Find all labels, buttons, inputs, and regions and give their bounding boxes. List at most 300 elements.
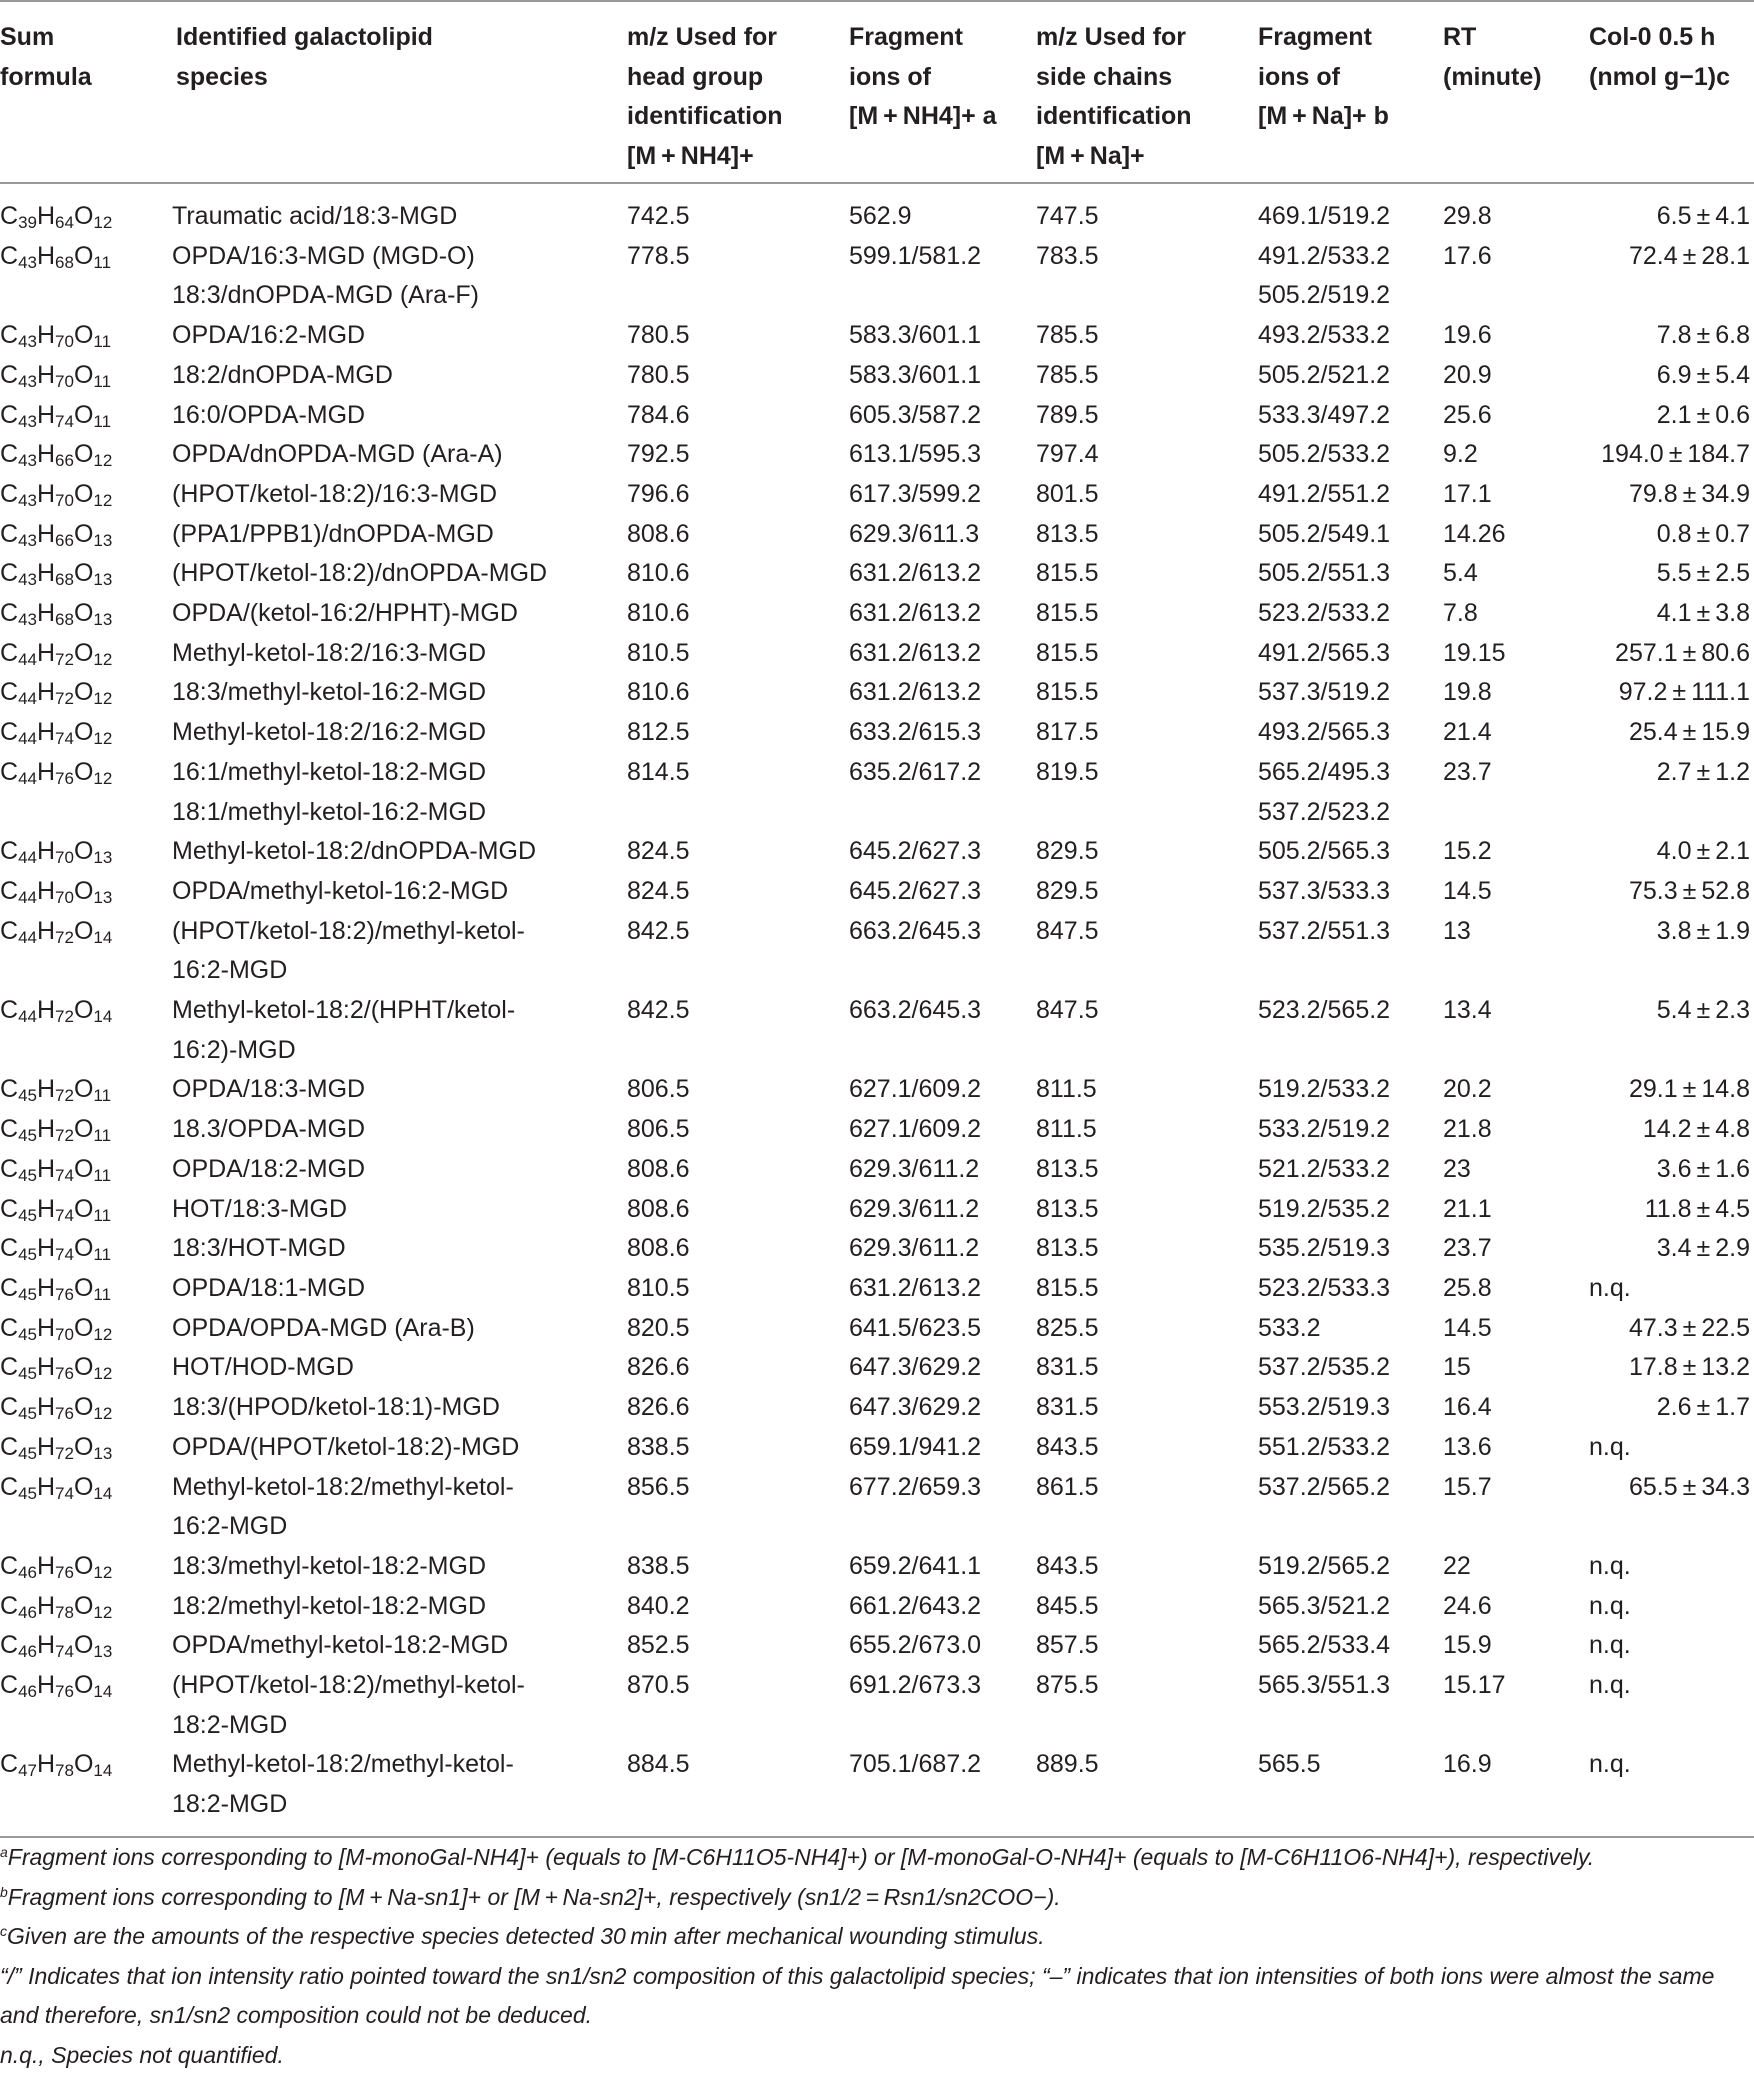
formula-element: C bbox=[0, 321, 19, 350]
table-row bbox=[0, 554, 1754, 594]
cell-mz-side: 813.5 bbox=[1036, 1234, 1099, 1263]
species-line: 16:0/OPDA-MGD bbox=[172, 400, 366, 429]
cell-species bbox=[168, 1348, 619, 1388]
formula-element: O bbox=[73, 479, 94, 508]
formula-count: 72 bbox=[55, 1007, 74, 1027]
cell-fragment-na bbox=[1250, 475, 1435, 515]
formula-element: C bbox=[0, 718, 19, 747]
cell-mz-head: 870.5 bbox=[627, 1671, 690, 1700]
cell-mz-side: 815.5 bbox=[1036, 638, 1099, 667]
cell-species bbox=[168, 237, 619, 316]
cell-species bbox=[168, 1070, 619, 1110]
formula-count: 11 bbox=[93, 1284, 112, 1304]
cell-fragment-na bbox=[1250, 515, 1435, 555]
formula-element: H bbox=[36, 1551, 56, 1580]
cell-mz-head: 810.6 bbox=[627, 559, 690, 588]
cell-mz-head: 780.5 bbox=[627, 321, 690, 350]
cell-species bbox=[168, 554, 619, 594]
table-row bbox=[0, 356, 1754, 396]
formula-count: 45 bbox=[18, 1324, 37, 1344]
cell-amount: 5.4 ± 2.3 bbox=[1656, 996, 1750, 1025]
cell-fragment-na bbox=[1250, 991, 1435, 1070]
cell-mz-side: 829.5 bbox=[1036, 837, 1099, 866]
cell-mz-side: 831.5 bbox=[1036, 1353, 1099, 1382]
formula-count: 11 bbox=[93, 1205, 112, 1225]
formula-element: H bbox=[36, 1273, 56, 1302]
formula-element: C bbox=[0, 1353, 19, 1382]
formula-count: 43 bbox=[18, 332, 37, 352]
formula-count: 12 bbox=[93, 768, 113, 788]
cell-amount: 194.0 ± 184.7 bbox=[1601, 440, 1750, 469]
formula-count: 74 bbox=[55, 1245, 74, 1265]
cell-mz-side: 825.5 bbox=[1036, 1313, 1099, 1342]
cell-amount: 3.4 ± 2.9 bbox=[1656, 1234, 1750, 1263]
cell-formula bbox=[0, 515, 168, 555]
header-line: side chains bbox=[1036, 62, 1173, 91]
cell-mz-head: 884.5 bbox=[619, 1745, 841, 1836]
header-rt bbox=[1435, 1, 1581, 183]
footnotes bbox=[0, 1838, 1754, 2076]
cell-rt: 20.2 bbox=[1443, 1075, 1492, 1104]
species-line: 18:3/HOT-MGD bbox=[172, 1234, 346, 1263]
cell-rt: 25.6 bbox=[1443, 400, 1492, 429]
cell-rt: 22 bbox=[1443, 1551, 1471, 1580]
formula-count: 45 bbox=[18, 1364, 37, 1384]
formula-count: 43 bbox=[18, 411, 37, 431]
cell-mz-head: 810.5 bbox=[627, 638, 690, 667]
table-row bbox=[0, 1587, 1754, 1627]
cell-amount: 7.8 ± 6.8 bbox=[1656, 321, 1750, 350]
cell-formula bbox=[0, 475, 168, 515]
cell-amount: 4.1 ± 3.8 bbox=[1656, 599, 1750, 628]
formula-element: H bbox=[36, 1472, 56, 1501]
formula-count: 44 bbox=[18, 689, 37, 709]
header-fragment-nh4 bbox=[841, 1, 1028, 183]
formula-count: 11 bbox=[93, 1165, 112, 1185]
formula-element: O bbox=[73, 1750, 94, 1779]
cell-rt: 19.8 bbox=[1443, 678, 1492, 707]
formula-element: C bbox=[0, 599, 19, 628]
fragment-na-line: 565.5 bbox=[1258, 1750, 1321, 1779]
fragment-na-line: 537.3/533.3 bbox=[1258, 876, 1391, 905]
formula-count: 12 bbox=[93, 1364, 113, 1384]
formula-count: 14 bbox=[93, 1483, 113, 1503]
cell-formula bbox=[0, 1428, 168, 1468]
cell-fragment-nh4: 605.3/587.2 bbox=[849, 400, 982, 429]
cell-formula bbox=[0, 554, 168, 594]
species-line: Methyl-ketol-18:2/methyl-ketol- bbox=[172, 1472, 514, 1501]
formula-count: 78 bbox=[55, 1602, 74, 1622]
formula-count: 78 bbox=[55, 1761, 74, 1781]
formula-element: C bbox=[0, 360, 19, 389]
species-line: 18:2/methyl-ketol-18:2-MGD bbox=[172, 1591, 487, 1620]
cell-species bbox=[168, 1269, 619, 1309]
cell-amount: 29.1 ± 14.8 bbox=[1628, 1075, 1750, 1104]
table-row bbox=[0, 673, 1754, 713]
formula-count: 13 bbox=[93, 610, 113, 630]
cell-formula bbox=[0, 1229, 168, 1269]
formula-element: C bbox=[0, 876, 19, 905]
cell-mz-head: 826.6 bbox=[627, 1353, 690, 1382]
header-line: RT bbox=[1443, 23, 1477, 51]
cell-fragment-nh4: 645.2/627.3 bbox=[849, 876, 982, 905]
species-line: (HPOT/ketol-18:2)/16:3-MGD bbox=[172, 479, 498, 508]
fragment-na-line: 533.3/497.2 bbox=[1258, 400, 1391, 429]
formula-element: H bbox=[36, 718, 56, 747]
cell-mz-side: 843.5 bbox=[1036, 1551, 1099, 1580]
formula-count: 76 bbox=[55, 1364, 74, 1384]
fragment-na-line: 523.2/533.3 bbox=[1258, 1273, 1391, 1302]
cell-amount: n.q. bbox=[1589, 1591, 1631, 1620]
formula-element: O bbox=[73, 1432, 94, 1461]
formula-count: 74 bbox=[55, 411, 74, 431]
formula-element: O bbox=[73, 916, 94, 945]
formula-element: C bbox=[0, 678, 19, 707]
cell-fragment-nh4: 599.1/581.2 bbox=[849, 241, 982, 270]
cell-mz-side: 861.5 bbox=[1036, 1472, 1099, 1501]
header-sum-formula bbox=[0, 1, 168, 183]
table-row bbox=[0, 1666, 1754, 1745]
formula-count: 43 bbox=[18, 570, 37, 590]
species-line: OPDA/16:2-MGD bbox=[172, 321, 366, 350]
cell-fragment-nh4: 647.3/629.2 bbox=[849, 1353, 982, 1382]
formula-element: C bbox=[0, 916, 19, 945]
species-line: 16:2)-MGD bbox=[172, 1035, 296, 1064]
formula-element: H bbox=[36, 202, 56, 230]
cell-fragment-na bbox=[1250, 356, 1435, 396]
formula-count: 70 bbox=[55, 490, 74, 510]
cell-mz-head: 796.6 bbox=[627, 479, 690, 508]
cell-amount: 4.0 ± 2.1 bbox=[1656, 837, 1750, 866]
cell-fragment-nh4: 663.2/645.3 bbox=[849, 996, 982, 1025]
cell-mz-head: 838.5 bbox=[627, 1432, 690, 1461]
formula-element: O bbox=[73, 360, 94, 389]
formula-element: H bbox=[36, 360, 56, 389]
cell-rt: 7.8 bbox=[1443, 599, 1478, 628]
cell-fragment-nh4: 613.1/595.3 bbox=[849, 440, 982, 469]
formula-count: 14 bbox=[93, 1682, 113, 1702]
cell-formula bbox=[0, 594, 168, 634]
formula-count: 64 bbox=[55, 213, 74, 232]
formula-count: 76 bbox=[55, 1562, 74, 1582]
formula-count: 44 bbox=[18, 768, 37, 788]
cell-fragment-na bbox=[1250, 634, 1435, 674]
formula-count: 45 bbox=[18, 1086, 37, 1106]
cell-amount: 6.9 ± 5.4 bbox=[1656, 360, 1750, 389]
formula-element: C bbox=[0, 638, 19, 667]
formula-element: O bbox=[73, 519, 94, 548]
header-line: [M + NH4]+ bbox=[627, 141, 754, 170]
table-row bbox=[0, 1547, 1754, 1587]
fragment-na-line: 505.2/551.3 bbox=[1258, 559, 1391, 588]
formula-element: H bbox=[36, 638, 56, 667]
formula-count: 45 bbox=[18, 1245, 37, 1265]
cell-amount: 3.8 ± 1.9 bbox=[1656, 916, 1750, 945]
species-line: OPDA/(HPOT/ketol-18:2)-MGD bbox=[172, 1432, 520, 1461]
formula-element: O bbox=[73, 1551, 94, 1580]
species-line: OPDA/16:3-MGD (MGD-O) bbox=[172, 241, 475, 270]
formula-element: O bbox=[73, 1393, 94, 1422]
formula-element: C bbox=[0, 519, 19, 548]
formula-element: C bbox=[0, 1671, 19, 1700]
formula-element: C bbox=[0, 1551, 19, 1580]
fragment-na-line: 537.3/519.2 bbox=[1258, 678, 1391, 707]
table-row bbox=[0, 832, 1754, 872]
formula-count: 12 bbox=[93, 1562, 113, 1582]
cell-rt: 14.5 bbox=[1443, 876, 1492, 905]
header-line: (nmol g−1)c bbox=[1589, 62, 1730, 91]
formula-element: O bbox=[73, 1671, 94, 1700]
cell-mz-head: 806.5 bbox=[627, 1115, 690, 1144]
formula-element: O bbox=[73, 202, 94, 230]
species-line: Methyl-ketol-18:2/(HPHT/ketol- bbox=[172, 996, 516, 1025]
cell-rt: 17.1 bbox=[1443, 479, 1492, 508]
formula-count: 66 bbox=[55, 530, 74, 550]
formula-element: H bbox=[36, 1234, 56, 1263]
cell-formula bbox=[0, 1587, 168, 1627]
cell-fragment-na bbox=[1250, 1309, 1435, 1349]
cell-rt: 21.1 bbox=[1443, 1194, 1492, 1223]
fragment-na-line: 505.2/521.2 bbox=[1258, 360, 1391, 389]
formula-count: 44 bbox=[18, 649, 37, 669]
formula-element: O bbox=[73, 837, 94, 866]
cell-species bbox=[168, 1229, 619, 1269]
formula-element: H bbox=[36, 241, 56, 270]
cell-fragment-na bbox=[1250, 673, 1435, 713]
formula-count: 76 bbox=[55, 768, 74, 788]
cell-fragment-na bbox=[1250, 1348, 1435, 1388]
cell-rt: 15.2 bbox=[1443, 837, 1492, 866]
cell-fragment-na bbox=[1250, 1190, 1435, 1230]
cell-rt: 14.5 bbox=[1443, 1313, 1492, 1342]
formula-element: C bbox=[0, 440, 19, 469]
cell-fragment-nh4: 583.3/601.1 bbox=[849, 321, 982, 350]
formula-element: C bbox=[0, 400, 19, 429]
formula-count: 72 bbox=[55, 927, 74, 947]
header-line: species bbox=[176, 62, 268, 91]
species-line: 18.3/OPDA-MGD bbox=[172, 1115, 366, 1144]
table-row bbox=[0, 634, 1754, 674]
cell-species bbox=[168, 713, 619, 753]
fragment-na-line: 505.2/565.3 bbox=[1258, 837, 1391, 866]
formula-count: 46 bbox=[18, 1682, 37, 1702]
formula-element: C bbox=[0, 1313, 19, 1342]
cell-formula bbox=[0, 1745, 168, 1836]
cell-mz-head: 852.5 bbox=[627, 1631, 690, 1660]
species-line: (HPOT/ketol-18:2)/dnOPDA-MGD bbox=[172, 559, 548, 588]
cell-species bbox=[168, 1587, 619, 1627]
cell-mz-side: 815.5 bbox=[1036, 559, 1099, 588]
cell-fragment-nh4: 631.2/613.2 bbox=[849, 638, 982, 667]
cell-mz-side: 813.5 bbox=[1036, 1194, 1099, 1223]
fragment-na-line: 553.2/519.3 bbox=[1258, 1393, 1391, 1422]
cell-amount: 97.2 ± 111.1 bbox=[1618, 678, 1750, 707]
cell-mz-side: 813.5 bbox=[1036, 1154, 1099, 1183]
table-row bbox=[0, 475, 1754, 515]
table-header bbox=[0, 1, 1754, 183]
formula-element: C bbox=[0, 1273, 19, 1302]
cell-species bbox=[168, 1150, 619, 1190]
cell-mz-head: 778.5 bbox=[627, 241, 690, 270]
species-line: HOT/HOD-MGD bbox=[172, 1353, 354, 1382]
cell-fragment-nh4: 635.2/617.2 bbox=[849, 757, 982, 786]
cell-fragment-na bbox=[1250, 1070, 1435, 1110]
cell-rt: 14.26 bbox=[1443, 519, 1506, 548]
formula-element: O bbox=[73, 1631, 94, 1660]
formula-element: O bbox=[73, 996, 94, 1025]
species-line: 18:1/methyl-ketol-16:2-MGD bbox=[172, 797, 487, 826]
table-row bbox=[0, 1150, 1754, 1190]
formula-element: O bbox=[73, 1154, 94, 1183]
formula-element: C bbox=[0, 1631, 19, 1660]
species-line: OPDA/dnOPDA-MGD (Ara-A) bbox=[172, 440, 503, 469]
table-row bbox=[0, 316, 1754, 356]
species-line: 18:2-MGD bbox=[172, 1790, 288, 1819]
fragment-na-line: 535.2/519.3 bbox=[1258, 1234, 1391, 1263]
formula-element: O bbox=[73, 1313, 94, 1342]
cell-mz-head: 842.5 bbox=[627, 916, 690, 945]
species-line: Methyl-ketol-18:2/dnOPDA-MGD bbox=[172, 837, 537, 866]
formula-element: H bbox=[36, 1154, 56, 1183]
formula-count: 45 bbox=[18, 1165, 37, 1185]
cell-fragment-nh4: 629.3/611.2 bbox=[849, 1234, 980, 1263]
cell-rt: 19.6 bbox=[1443, 321, 1492, 350]
formula-count: 43 bbox=[18, 451, 37, 471]
formula-element: C bbox=[0, 1234, 19, 1263]
table-row bbox=[0, 912, 1754, 991]
formula-count: 13 bbox=[93, 848, 113, 868]
cell-mz-side: 847.5 bbox=[1036, 916, 1099, 945]
cell-amount: n.q. bbox=[1589, 1631, 1631, 1660]
formula-element: O bbox=[73, 1115, 94, 1144]
cell-mz-head: 742.5 bbox=[627, 202, 690, 230]
cell-fragment-nh4: 583.3/601.1 bbox=[849, 360, 982, 389]
fragment-na-line: 521.2/533.2 bbox=[1258, 1154, 1391, 1183]
cell-formula bbox=[0, 991, 168, 1070]
cell-formula bbox=[0, 1070, 168, 1110]
formula-count: 70 bbox=[55, 371, 74, 391]
cell-mz-head: 812.5 bbox=[627, 718, 690, 747]
formula-element: C bbox=[0, 1750, 19, 1779]
cell-fragment-nh4: 663.2/645.3 bbox=[849, 916, 982, 945]
cell-rt: 23 bbox=[1443, 1154, 1471, 1183]
formula-element: H bbox=[36, 400, 56, 429]
cell-rt: 5.4 bbox=[1443, 559, 1478, 588]
formula-count: 72 bbox=[55, 649, 74, 669]
cell-mz-head: 824.5 bbox=[627, 876, 690, 905]
cell-fragment-nh4: 633.2/615.3 bbox=[849, 718, 982, 747]
table-row bbox=[0, 1229, 1754, 1269]
cell-formula bbox=[0, 832, 168, 872]
cell-species bbox=[168, 594, 619, 634]
formula-element: O bbox=[73, 321, 94, 350]
cell-formula bbox=[0, 1150, 168, 1190]
table-body bbox=[0, 183, 1754, 1837]
cell-amount: n.q. bbox=[1589, 1551, 1631, 1580]
cell-mz-head: 820.5 bbox=[627, 1313, 690, 1342]
cell-rt: 13.4 bbox=[1443, 996, 1492, 1025]
footnote-c-text: Given are the amounts of the respective species detected 30 min after mechanical wounding stimulus. bbox=[7, 1923, 1045, 1950]
cell-fragment-na bbox=[1250, 594, 1435, 634]
formula-element: O bbox=[73, 1472, 94, 1501]
cell-fragment-nh4: 691.2/673.3 bbox=[849, 1671, 982, 1700]
formula-count: 72 bbox=[55, 1443, 74, 1463]
cell-fragment-nh4: 631.2/613.2 bbox=[849, 678, 982, 707]
fragment-na-line: 565.3/551.3 bbox=[1258, 1671, 1391, 1700]
formula-element: H bbox=[36, 996, 56, 1025]
cell-fragment-nh4: 629.3/611.2 bbox=[849, 1194, 980, 1223]
formula-count: 45 bbox=[18, 1284, 37, 1304]
fragment-na-line: 537.2/551.3 bbox=[1258, 916, 1391, 945]
fragment-na-line: 537.2/565.2 bbox=[1258, 1472, 1391, 1501]
footnote-nq: n.q., Species not quantified. bbox=[0, 2041, 284, 2068]
header-line: ions of bbox=[1258, 62, 1340, 91]
formula-count: 72 bbox=[55, 689, 74, 709]
formula-element: H bbox=[36, 519, 56, 548]
cell-formula bbox=[0, 753, 168, 832]
cell-amount: 17.8 ± 13.2 bbox=[1628, 1353, 1750, 1382]
cell-formula bbox=[0, 912, 168, 991]
cell-rt: 15.9 bbox=[1443, 1631, 1492, 1660]
fragment-na-line: 469.1/519.2 bbox=[1258, 202, 1391, 230]
cell-mz-side: 843.5 bbox=[1036, 1432, 1099, 1461]
footnote-b: $^b$Fragment ions corresponding to [M + Na-sn1]+ or [M + Na-sn2]+, respectively (sn1/2 = Rsn1/sn2COO−). bbox=[0, 1883, 1061, 1910]
cell-mz-side: 815.5 bbox=[1036, 599, 1099, 628]
cell-species bbox=[168, 832, 619, 872]
formula-element: H bbox=[36, 599, 56, 628]
cell-species bbox=[168, 912, 619, 991]
species-line: OPDA/(ketol-16:2/HPHT)-MGD bbox=[172, 599, 518, 628]
cell-formula bbox=[0, 316, 168, 356]
header-line: (minute) bbox=[1443, 62, 1542, 91]
cell-formula bbox=[0, 183, 168, 237]
cell-rt: 13.6 bbox=[1443, 1432, 1492, 1461]
cell-fragment-nh4: 677.2/659.3 bbox=[849, 1472, 982, 1501]
table-row bbox=[0, 396, 1754, 436]
cell-rt: 24.6 bbox=[1443, 1591, 1492, 1620]
formula-count: 68 bbox=[55, 610, 74, 630]
table-row bbox=[0, 1468, 1754, 1547]
table-row bbox=[0, 753, 1754, 832]
cell-species bbox=[168, 1626, 619, 1666]
table-row bbox=[0, 1428, 1754, 1468]
formula-element: H bbox=[36, 440, 56, 469]
formula-count: 70 bbox=[55, 332, 74, 352]
fragment-na-line: 505.2/533.2 bbox=[1258, 440, 1391, 469]
formula-element: H bbox=[36, 678, 56, 707]
formula-count: 43 bbox=[18, 371, 37, 391]
cell-mz-side: 747.5 bbox=[1036, 202, 1099, 230]
cell-fragment-nh4: 629.3/611.3 bbox=[849, 519, 980, 548]
formula-count: 11 bbox=[93, 1126, 112, 1146]
formula-count: 45 bbox=[18, 1404, 37, 1424]
cell-mz-head: 784.6 bbox=[627, 400, 690, 429]
cell-amount: 65.5 ± 34.3 bbox=[1628, 1472, 1750, 1501]
formula-count: 13 bbox=[93, 1443, 113, 1463]
cell-formula bbox=[0, 356, 168, 396]
cell-fragment-na bbox=[1250, 1626, 1435, 1666]
species-line: Methyl-ketol-18:2/16:2-MGD bbox=[172, 718, 487, 747]
cell-mz-side: 817.5 bbox=[1036, 718, 1099, 747]
cell-species bbox=[168, 396, 619, 436]
formula-count: 14 bbox=[93, 1007, 113, 1027]
cell-fragment-na bbox=[1250, 1150, 1435, 1190]
cell-mz-side: 797.4 bbox=[1036, 440, 1099, 469]
cell-mz-side: 847.5 bbox=[1036, 996, 1099, 1025]
table-row bbox=[0, 1626, 1754, 1666]
formula-element: H bbox=[36, 1075, 56, 1104]
fragment-na-line: 537.2/535.2 bbox=[1258, 1353, 1391, 1382]
